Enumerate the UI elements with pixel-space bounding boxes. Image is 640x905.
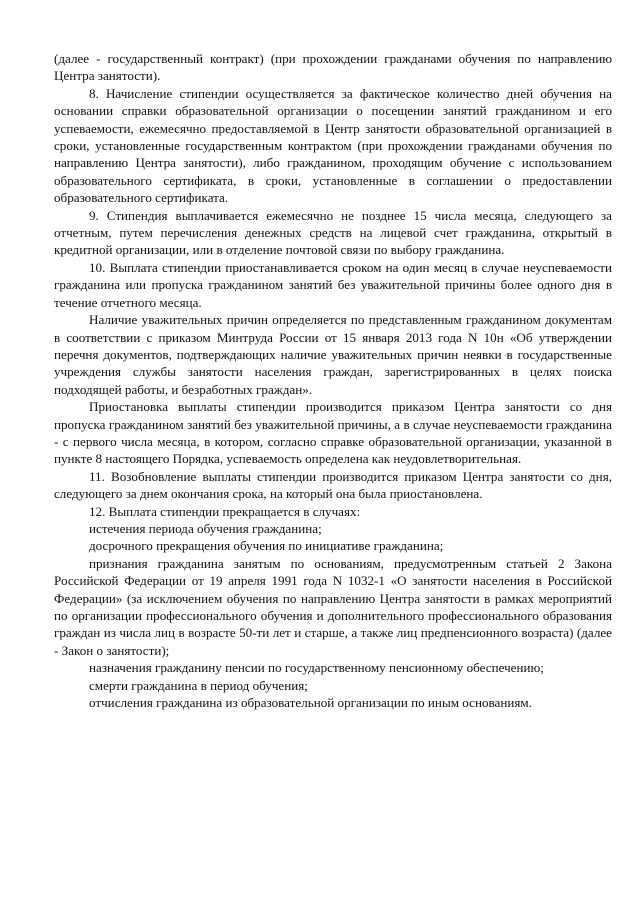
document-page bbox=[54, 50, 612, 711]
list-item-pension: назначения гражданину пенсии по государственному пенсионному обеспечению; bbox=[89, 660, 544, 676]
list-item-early-termination: досрочного прекращения обучения по инициативе гражданина; bbox=[89, 538, 444, 554]
paragraph-contract-continuation: (далее - государственный контракт) (при прохождении гражданами обучения по направлению Центра занятости). bbox=[54, 51, 612, 84]
paragraph-valid-reasons: Наличие уважительных причин определяется по представленным гражданином документам в соответствии с приказом Минтруда России от 15 января 2013 года N 10н «Об утверждении перечня документов, подтверждающих наличие уважительных причин неявки в государственные учреждения службы занятости населения граждан, зарегистрированных в целях поиска подходящей работы, и безработных граждан». bbox=[54, 312, 612, 397]
list-item-employment: признания гражданина занятым по основаниям, предусмотренным статьей 2 Закона Российской Федерации от 19 апреля 1991 года N 1032-1 «О занятости населения в Российской Федерации» (за исключением обучения по направлению Центра занятости в рамках мероприятий по организации профессионального обучения и дополнительного профессионального образования граждан из числа лиц в возрасте 50-ти лет и старше, а также лиц предпенсионного возраста) (далее - Закон о занятости); bbox=[54, 555, 612, 658]
paragraph-clause-10: 10. Выплата стипендии приостанавливается сроком на один месяц в случае неуспеваемости гражданина или пропуска гражданином занятий без уважительной причины более одного дня в течение отчетного месяца. bbox=[54, 259, 612, 310]
paragraph-suspension-order: Приостановка выплаты стипендии производится приказом Центра занятости со дня пропуска гражданином занятий без уважительной причины, а в случае неуспеваемости гражданина - с первого числа месяца, в котором, согласно справке образовательной организации, указанной в пункте 8 настоящего Порядка, успеваемость определена как неудовлетворительная. bbox=[54, 399, 612, 467]
paragraph-clause-11: 11. Возобновление выплаты стипендии производится приказом Центра занятости со дня, следующего за днем окончания срока, на который она была приостановлена. bbox=[54, 468, 612, 502]
list-item-period-end: истечения периода обучения гражданина; bbox=[89, 520, 322, 536]
paragraph-clause-9: 9. Стипендия выплачивается ежемесячно не позднее 15 числа месяца, следующего за отчетным, путем перечисления денежных средств на лицевой счет гражданина, открытый в кредитной организации, или в отделение почтовой связи по выбору гражданина. bbox=[54, 207, 612, 258]
paragraph-clause-12: 12. Выплата стипендии прекращается в случаях: bbox=[89, 503, 361, 519]
list-item-death: смерти гражданина в период обучения; bbox=[89, 677, 308, 693]
paragraph-clause-8: 8. Начисление стипендии осуществляется за фактическое количество дней обучения на основании справки образовательной организации о посещении занятий гражданином и его успеваемости, ежемесячно предоставляемой в Центр занятости образовательной организацией в сроки, установленные государственным контрактом (при прохождении гражданами обучения по направлению Центра занятости), либо гражданином, проходящим обучение с использованием образовательного сертификата, в сроки, установленные в соглашении о предоставлении образовательного сертификата. bbox=[54, 85, 612, 206]
list-item-expulsion: отчисления гражданина из образовательной организации по иным основаниям. bbox=[89, 695, 532, 711]
